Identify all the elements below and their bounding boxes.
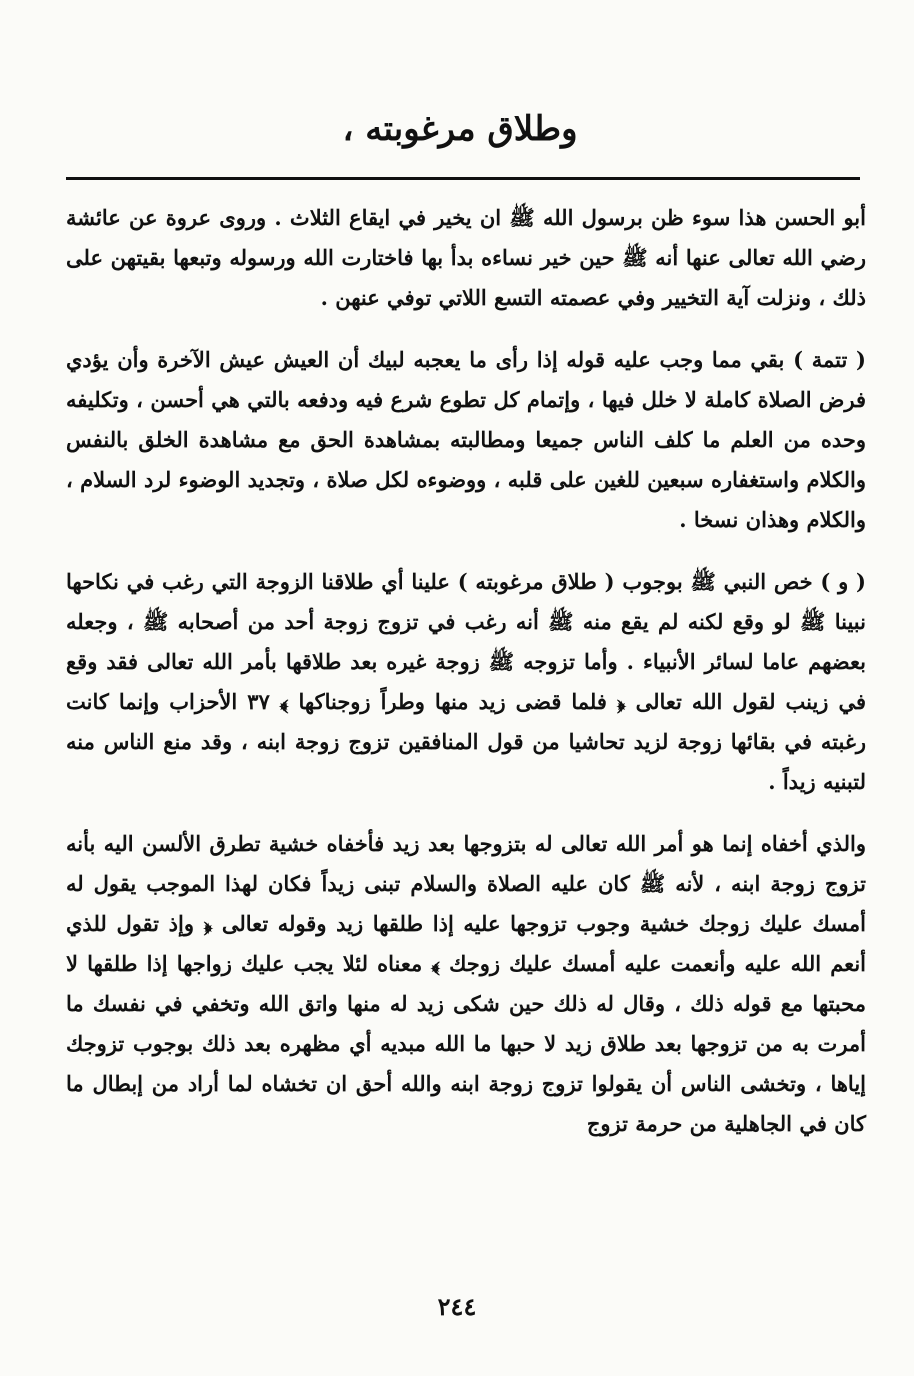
header-rule: [66, 177, 860, 180]
section-title: وطلاق مرغوبته ،: [342, 109, 578, 149]
page-number: ٢٤٤: [437, 1292, 477, 1321]
paragraph-4: والذي أخفاه إنما هو أمر الله تعالى له بتزوجها بعد زيد فأخفاه خشية تطرق الألسن اليه بأنه تزوج زوجة ابنه ، لأنه ﷺ كان عليه الصلاة والسلام تبنى زيداً فكان لهذا الموجب يقول له أمسك عليك زوجك خشية وجوب تزوجها عليه إذا طلقها زيد وقوله تعالى ﴿ وإذ تقول للذي أنعم الله عليه وأنعمت عليه أمسك عليك زوجك ﴾ معناه لئلا يجب عليك زواجها إذا طلقها لا محبتها مع قوله ذلك ، وقال له ذلك حين شكى زيد له منها واتق الله وتخفي في نفسك ما أمرت به من تزوجها بعد طلاق زيد لا حبها ما الله مبديه أي مظهره بعد ذلك بوجوب تزوجك إياها ، وتخشى الناس أن يقولوا تزوج زوجة ابنه والله أحق ان تخشاه لما أراد من إبطال ما كان في الجاهلية من حرمة تزوج: [66, 831, 866, 1136]
paragraph-1: أبو الحسن هذا سوء ظن برسول الله ﷺ ان يخير في ايقاع الثلاث . وروى عروة عن عائشة رضي الله تعالى عنها أنه ﷺ حين خير نساءه بدأ بها فاختارت الله ورسوله وتبعها بقيتهن على ذلك ، ونزلت آية التخيير وفي عصمته التسع اللاتي توفي عنهن .: [66, 205, 866, 310]
page-body: [66, 198, 866, 1166]
page-header: [60, 95, 860, 175]
paragraph-2: ( تتمة ) بقي مما وجب عليه قوله إذا رأى ما يعجبه لبيك أن العيش عيش الآخرة وأن يؤدي فرض الصلاة كاملة لا خلل فيها ، وإتمام كل تطوع شرع فيه ودفعه بالتي هي أحسن ، وتكليفه وحده من العلم ما كلف الناس جميعا ومطالبته بمشاهدة الحق مع مشاهدة الخلق بالنفس والكلام واستغفاره سبعين للغين على قلبه ، ووضوءه لكل صلاة ، وتجديد الوضوء لرد السلام ، والكلام وهذان نسخا .: [66, 347, 866, 532]
paragraph-3: ( و ) خص النبي ﷺ بوجوب ( طلاق مرغوبته ) علينا أي طلاقنا الزوجة التي رغب في نكاحها نبينا ﷺ لو وقع لكنه لم يقع منه ﷺ أنه رغب في تزوج زوجة أحد من أصحابه ﷺ ، وجعله بعضهم عاما لسائر الأنبياء . وأما تزوجه ﷺ زوجة غيره بعد طلاقها بأمر الله تعالى فقد وقع في زينب لقول الله تعالى ﴿ فلما قضى زيد منها وطراً زوجناكها ﴾ ٣٧ الأحزاب وإنما كانت رغبته في بقائها زوجة لزيد تحاشيا من قول المنافقين تزوج زوجة ابنه ، وقد منع الناس منه لتبنيه زيداً .: [66, 569, 866, 794]
